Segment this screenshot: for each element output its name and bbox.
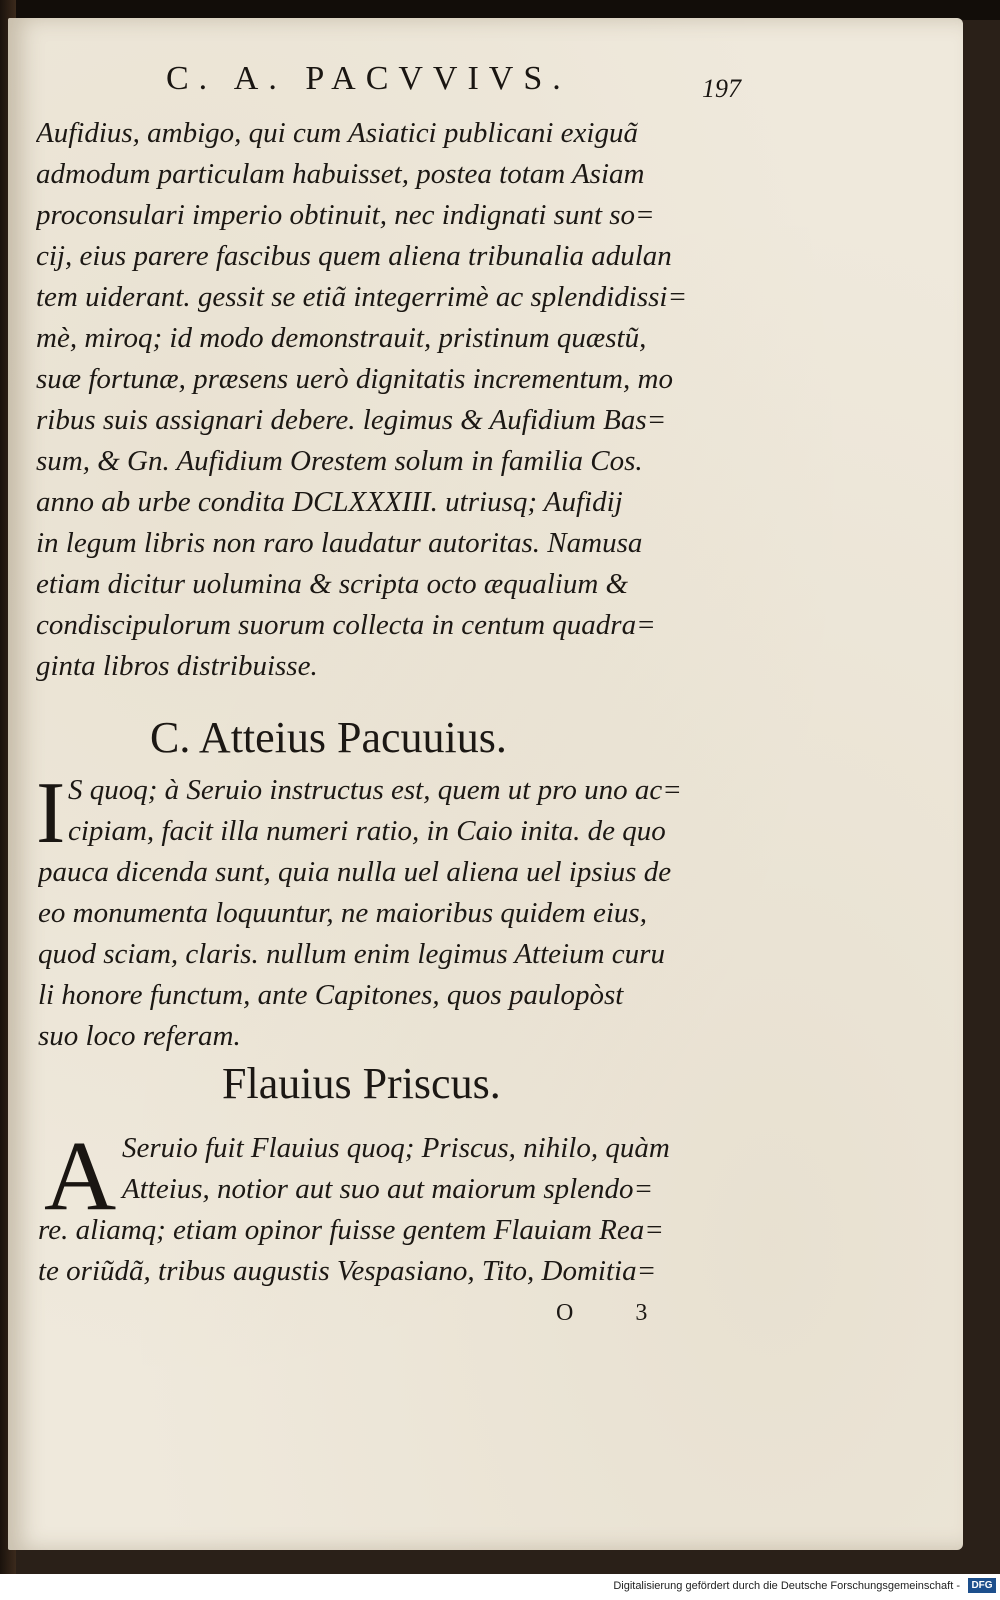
book-top-edge <box>0 0 1000 20</box>
section-heading-priscus: Flauius Priscus. <box>222 1059 501 1108</box>
text-line: quod sciam, claris. nullum enim legimus Atteium curu <box>38 938 665 970</box>
text-line: sum, & Gn. Aufidium Orestem solum in familia Cos. <box>36 445 643 477</box>
text-line: anno ab urbe condita DCLXXXIII. utriusq; Aufidij <box>36 486 623 518</box>
text-line: cipiam, facit illa numeri ratio, in Caio inita. de quo <box>68 815 666 847</box>
text-line: re. aliamq; etiam opinor fuisse gentem Flauiam Rea= <box>38 1214 664 1246</box>
funding-note: Digitalisierung gefördert durch die Deutsche Forschungsgemeinschaft - <box>613 1580 960 1592</box>
text-line: etiam dicitur uolumina & scripta octo æqualium & <box>36 568 629 600</box>
text-line: in legum libris non raro laudatur autoritas. Namusa <box>36 527 643 559</box>
section-heading-atteius: C. Atteius Pacuuius. <box>150 713 507 762</box>
text-line: ginta libros distribuisse. <box>36 650 318 682</box>
text-line: ribus suis assignari debere. legimus & Aufidium Bas= <box>36 404 667 436</box>
text-line: mè, miroq; id modo demonstrauit, pristinum quæstũ, <box>36 322 647 354</box>
text-block-priscus <box>38 1120 748 1292</box>
text-line: admodum particulam habuisset, postea totam Asiam <box>36 158 645 190</box>
text-line: proconsulari imperio obtinuit, nec indignati sunt so= <box>36 199 655 231</box>
text-line: suo loco referam. <box>38 1020 241 1052</box>
text-block-atteius <box>36 765 748 1057</box>
text-line: te oriũdã, tribus augustis Vespasiano, Tito, Domitia= <box>38 1255 657 1287</box>
page-number: 197 <box>702 74 741 103</box>
drop-cap-initial: A <box>44 1120 117 1231</box>
text-line: S quoq; à Seruio instructus est, quem ut pro uno ac= <box>68 774 682 806</box>
text-line: cij, eius parere fascibus quem aliena tribunalia adulan <box>36 240 672 272</box>
text-line: condiscipulorum suorum collecta in centum quadra= <box>36 609 656 641</box>
dfg-logo[interactable]: DFG <box>968 1578 996 1593</box>
text-line: eo monumenta loquuntur, ne maioribus quidem eius, <box>38 897 647 929</box>
signature-mark: O 3 <box>556 1300 676 1326</box>
text-line: pauca dicenda sunt, quia nulla uel aliena uel ipsius de <box>38 856 672 888</box>
text-line: suæ fortunæ, præsens uerò dignitatis incrementum, mo <box>36 363 673 395</box>
text-line: Aufidius, ambigo, qui cum Asiatici publicani exiguã <box>36 117 638 149</box>
text-line: Seruio fuit Flauius quoq; Priscus, nihilo, quàm <box>122 1132 670 1164</box>
drop-cap-initial: I <box>36 765 66 862</box>
text-block-aufidius <box>36 113 746 687</box>
running-head: C. A. PACVVIVS. <box>166 60 571 97</box>
text-line: Atteius, notior aut suo aut maiorum splendo= <box>122 1173 654 1205</box>
text-line: tem uiderant. gessit se etiã integerrimè ac splendidissi= <box>36 281 688 313</box>
text-line: li honore functum, ante Capitones, quos paulopòst <box>38 979 624 1011</box>
